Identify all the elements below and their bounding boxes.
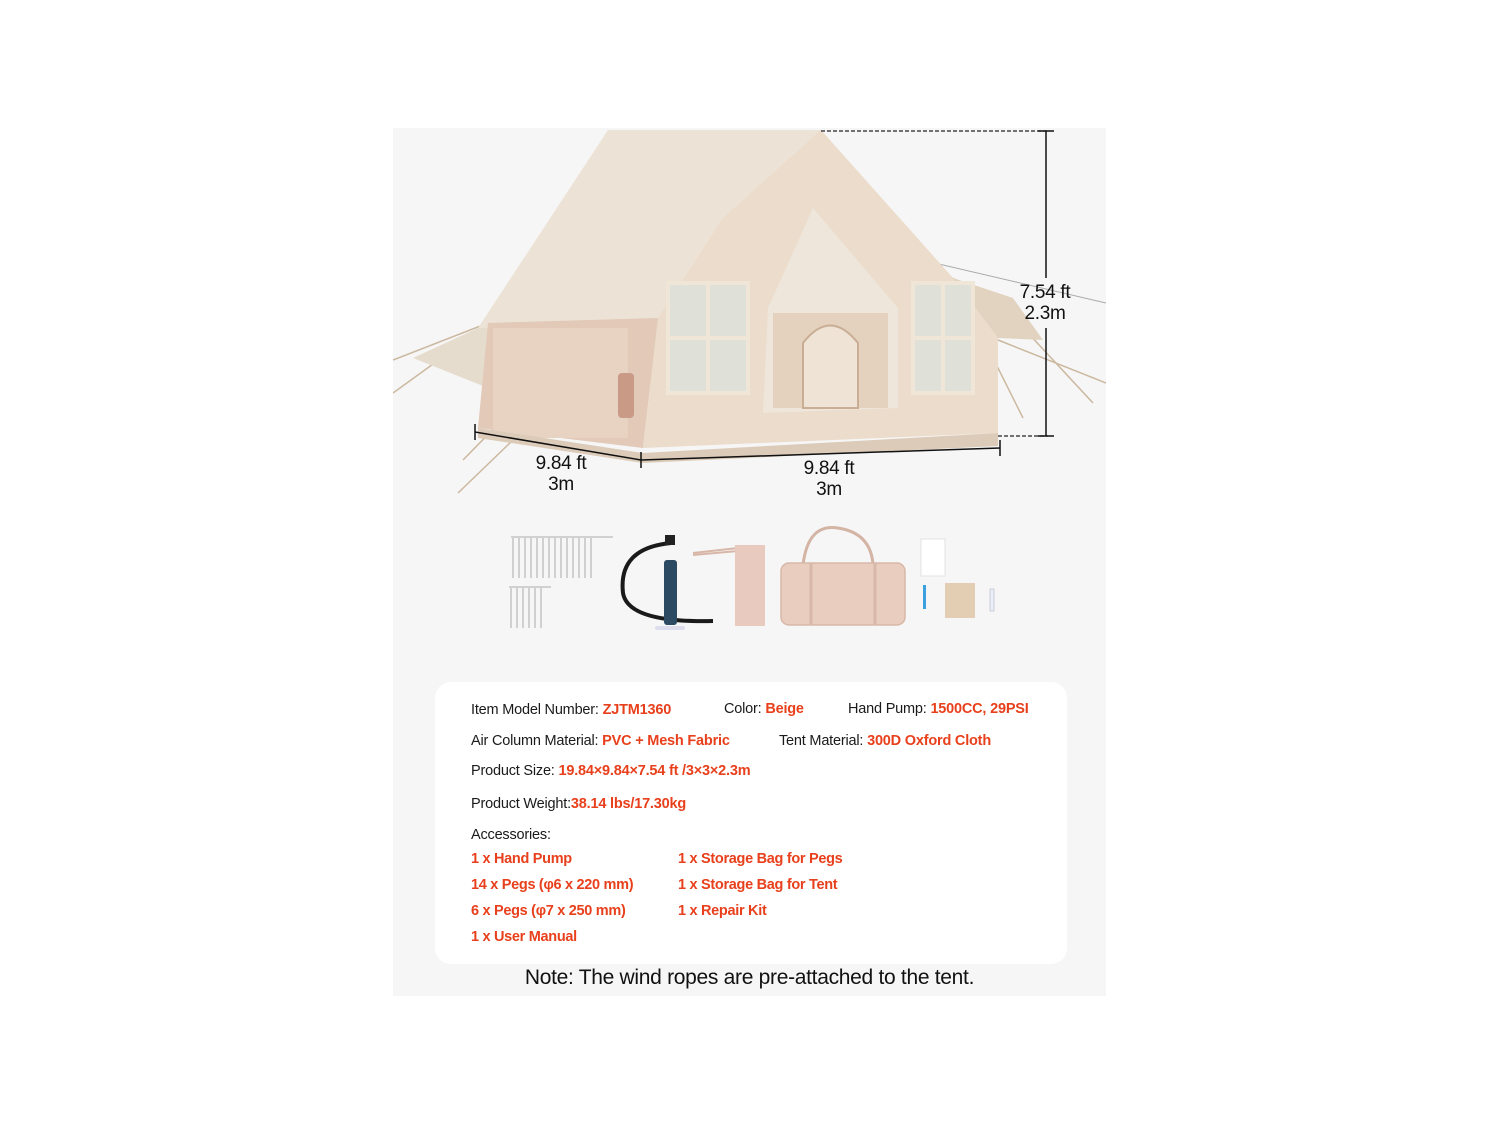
accessory-item: 1 x Repair Kit [678, 903, 767, 919]
depth-m: 3m [548, 474, 574, 495]
depth-ft: 9.84 ft [535, 453, 587, 474]
width-m: 3m [816, 479, 842, 500]
spec-model-value: ZJTM1360 [602, 702, 672, 718]
height-dimension-label [1001, 282, 1089, 324]
accessory-item: 14 x Pegs (φ6 x 220 mm) [471, 877, 634, 893]
spec-model [471, 702, 671, 718]
spec-color-value: Beige [765, 701, 804, 717]
spec-color-label: Color: [724, 701, 766, 717]
spec-pump-label: Hand Pump: [848, 701, 931, 717]
height-m: 2.3m [1024, 303, 1066, 324]
height-ft: 7.54 ft [1019, 282, 1071, 303]
accessory-item: 1 x User Manual [471, 929, 577, 945]
spec-pump [848, 701, 1029, 717]
spec-pump-value: 1500CC, 29PSI [930, 701, 1029, 717]
hand-pump-image [623, 535, 713, 630]
accessory-item: 1 x Storage Bag for Pegs [678, 851, 843, 867]
user-manual-image [921, 539, 945, 576]
spec-tent-material-value: 300D Oxford Cloth [867, 733, 991, 749]
spec-weight-label: Product Weight: [471, 796, 571, 812]
spec-weight [471, 796, 686, 812]
tent-storage-bag-image [781, 527, 905, 625]
width-ft: 9.84 ft [803, 458, 855, 479]
width-dimension-label [785, 458, 873, 500]
spec-air-column [471, 733, 730, 749]
spec-size [471, 763, 750, 779]
spec-model-label: Item Model Number: [471, 702, 603, 718]
accessories-illustration [393, 523, 1106, 658]
spec-size-label: Product Size: [471, 763, 559, 779]
pegs-image [509, 537, 613, 628]
depth-dimension-label [517, 453, 605, 495]
specifications-card [435, 682, 1067, 964]
accessories-heading: Accessories: [471, 827, 551, 843]
product-image-panel [393, 128, 1106, 996]
spec-tent-material [779, 733, 991, 749]
spec-size-value: 19.84×9.84×7.54 ft /3×3×2.3m [558, 763, 751, 779]
accessory-item: 6 x Pegs (φ7 x 250 mm) [471, 903, 626, 919]
spec-air-column-label: Air Column Material: [471, 733, 603, 749]
wind-rope-note: Note: The wind ropes are pre-attached to the tent. [524, 966, 975, 989]
spec-weight-value: 38.14 lbs/17.30kg [570, 796, 687, 812]
spec-tent-material-label: Tent Material: [779, 733, 868, 749]
spec-color [724, 701, 804, 717]
accessory-item: 1 x Storage Bag for Tent [678, 877, 838, 893]
peg-storage-bag-image [693, 545, 765, 626]
accessory-item: 1 x Hand Pump [471, 851, 572, 867]
repair-kit-image [923, 583, 994, 618]
spec-air-column-value: PVC + Mesh Fabric [602, 733, 730, 749]
